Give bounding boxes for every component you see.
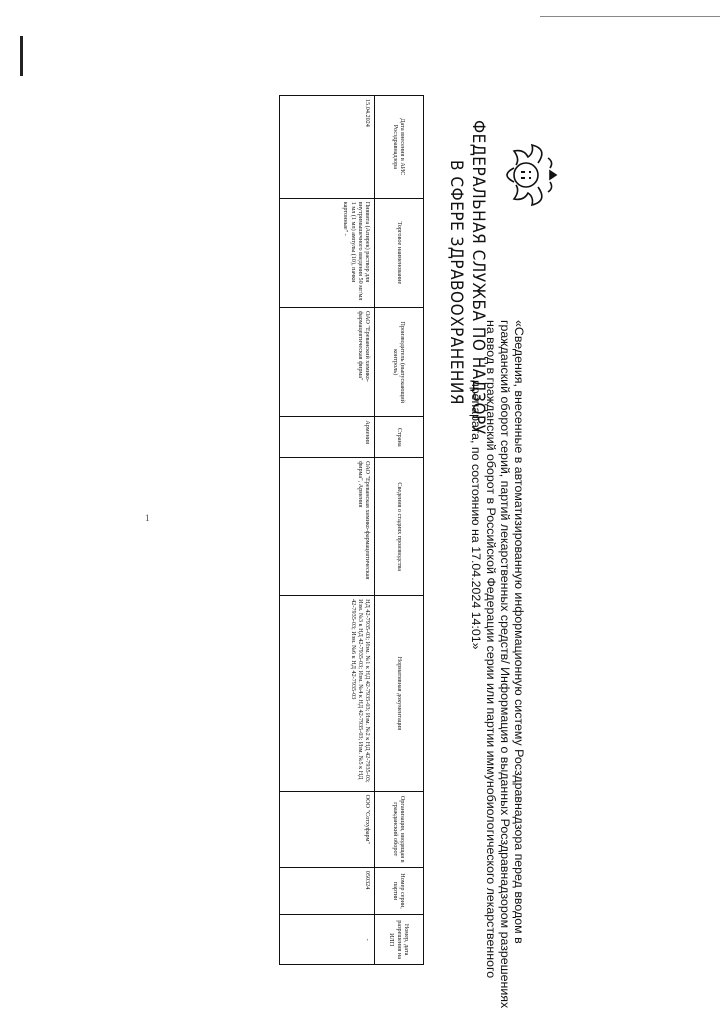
cell-date: 15.04.2024 <box>280 96 375 199</box>
cell-organization: ООО "Сотхуфарм" <box>280 791 375 867</box>
scan-artifact-dot: 1 <box>145 513 150 523</box>
table-header-row <box>375 96 424 965</box>
cell-series: 050324 <box>280 867 375 914</box>
header-country: Страна <box>375 417 424 458</box>
cell-stages: ОАО "Ереванская химико-фармацевтическая фирма", Армения <box>280 458 375 596</box>
header-trade-name: Торговое наименование <box>375 198 424 307</box>
cell-country: Армения <box>280 417 375 458</box>
agency-name-line-2: В СФЕРЕ ЗДРАВООХРАНЕНИЯ <box>446 160 466 405</box>
header-stages: Сведения о стадиях производства <box>375 458 424 596</box>
header-permit: Номер, дата разрешения на ИЛП <box>375 915 424 965</box>
title-line-1: «Сведения, внесенные в автоматизированную информационную систему Росздравнадзора перед вводом в <box>512 320 526 944</box>
title-line-3: на ввод в гражданский оборот в Российской Федерации серии или партии иммунобиологического лекарственного <box>483 320 498 979</box>
cell-trade-name: Пиявита (Апирек) раствор для внутримышечного введения 50 мг/мл 1 мл (1 мл) ампулы (10), пачки картонные" - <box>280 198 375 307</box>
header-series: Номер серии, партии <box>375 867 424 914</box>
cell-permit: - <box>280 915 375 965</box>
cell-normative: НД 42-7935-03; Изм. №1 к НД 42-7935-03; Изм. №2 к НД 42-7935-03; Изм. №3 к НД 42-7935-03; Изм. №4 к НД 42-7935-03; Изм. №5 к НД 42-7935-03; Изм. №6 к НД 42-7935-03 <box>280 596 375 791</box>
cell-manufacturer: ОАО "Ереванский химико-фармацевтическая фирма" <box>280 308 375 417</box>
table-row <box>280 96 375 965</box>
title-line-2: гражданский оборот серий, партий лекарственных средств/ Информация о выданных Росздравнадзором разрешениях <box>497 320 512 1009</box>
title-line-4: препарата, по состоянию на 17.04.2024 14:01» <box>469 380 484 650</box>
document-title <box>469 320 526 1009</box>
header-manufacturer: Производитель (выпускающий контроль) <box>375 308 424 417</box>
header-date: Дата внесения в АИС Росздравнадзора <box>375 96 424 199</box>
registry-table <box>279 95 424 965</box>
header-normative: Нормативная документация <box>375 596 424 791</box>
header-organization: Организация, вводящая в гражданский оборот <box>375 791 424 867</box>
double-headed-eagle-emblem-icon <box>494 140 564 210</box>
agency-name-line-1: ФЕДЕРАЛЬНАЯ СЛУЖБА ПО НАДЗОРУ <box>468 120 488 435</box>
